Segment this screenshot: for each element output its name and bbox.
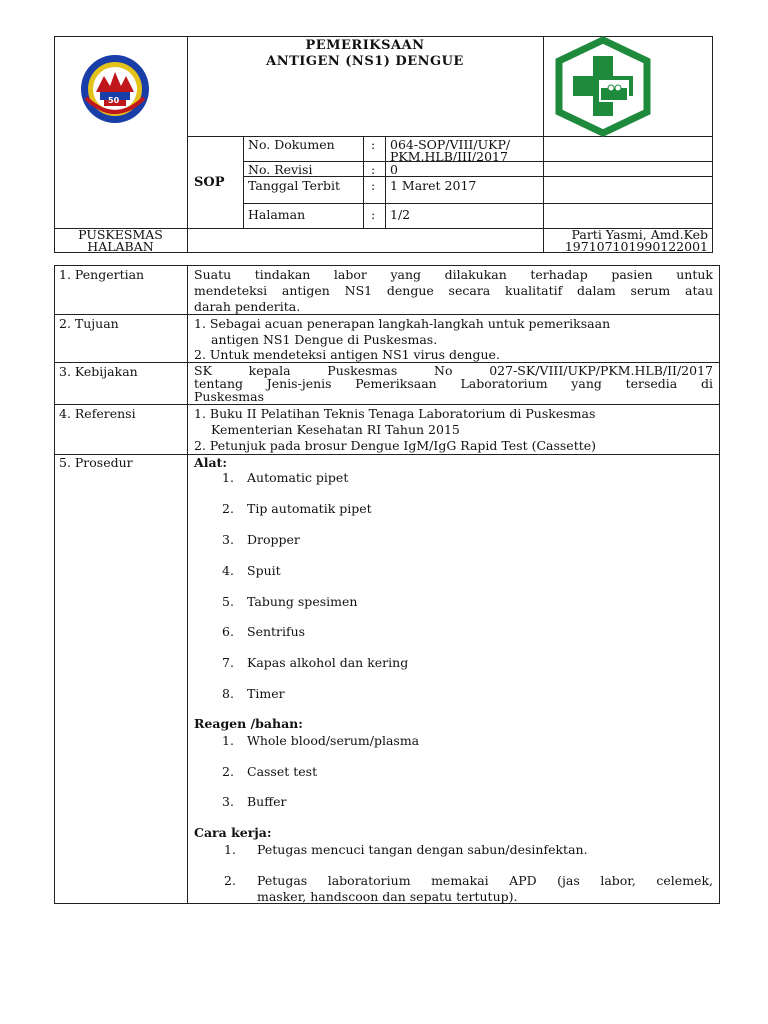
pengertian-text-line3: darah penderita. — [194, 299, 301, 314]
list-item: Tip automatik pipet — [247, 501, 372, 516]
list-item-number: 2. — [224, 873, 236, 888]
pengertian-text-line1: Suatu tindakan labor yang dilakukan terhadap pasien untuk — [194, 267, 713, 282]
section-label-referensi: 4. Referensi — [59, 406, 136, 421]
section-label-kebijakan: 3. Kebijakan — [59, 364, 138, 379]
list-item-number: 3. — [222, 532, 234, 547]
puskesmas-district-logo — [78, 52, 152, 126]
list-item: Buffer — [247, 794, 287, 809]
field-label-tanggal-terbit: Tanggal Terbit — [248, 178, 341, 193]
list-item: Automatic pipet — [247, 470, 349, 485]
list-item-number: 4. — [222, 563, 234, 578]
list-item: Spuit — [247, 563, 281, 578]
list-item-number: 6. — [222, 624, 234, 639]
list-item-number: 2. — [222, 764, 234, 779]
field-label-no-dokumen: No. Dokumen — [248, 137, 335, 152]
list-item-number: 8. — [222, 686, 234, 701]
sop-label: SOP — [194, 175, 225, 190]
tujuan-line2: antigen NS1 Dengue di Puskesmas. — [211, 332, 438, 347]
list-item-number: 3. — [222, 794, 234, 809]
field-sep: : — [371, 137, 376, 152]
list-item-number: 1. — [224, 842, 236, 857]
field-sep: : — [371, 162, 376, 177]
field-value-no-revisi: 0 — [390, 162, 398, 177]
list-item: Tabung spesimen — [247, 594, 358, 609]
field-value-no-dokumen-2: PKM.HLB/III/2017 — [390, 149, 508, 164]
field-value-tanggal-terbit: 1 Maret 2017 — [390, 178, 477, 193]
field-label-no-revisi: No. Revisi — [248, 162, 313, 177]
puskesmas-cross-logo — [549, 36, 657, 137]
kebijakan-line2: tentang Jenis-jenis Pemeriksaan Laboratorium yang tersedia di — [194, 376, 713, 391]
reagen-heading: Reagen /bahan: — [194, 716, 303, 731]
field-sep: : — [371, 207, 376, 222]
tujuan-line3: 2. Untuk mendeteksi antigen NS1 virus dengue. — [194, 347, 500, 362]
kebijakan-line3: Puskesmas — [194, 389, 264, 404]
field-value-halaman: 1/2 — [390, 207, 411, 222]
logo-number: 50 — [108, 96, 120, 105]
cara-kerja-step2-line1: Petugas laboratorium memakai APD (jas labor, celemek, — [257, 873, 713, 888]
referensi-line1: 1. Buku II Pelatihan Teknis Tenaga Laboratorium di Puskesmas — [194, 406, 596, 421]
field-label-halaman: Halaman — [248, 207, 306, 222]
document-title-line2: ANTIGEN (NS1) DENGUE — [266, 54, 464, 69]
org-name-line2: HALABAN — [87, 239, 154, 254]
section-label-prosedur: 5. Prosedur — [59, 455, 133, 470]
field-sep: : — [371, 178, 376, 193]
list-item: Casset test — [247, 764, 318, 779]
alat-heading: Alat: — [194, 455, 227, 470]
signer-name: Parti Yasmi, Amd.Keb — [571, 227, 708, 242]
referensi-line3: 2. Petunjuk pada brosur Dengue IgM/IgG Rapid Test (Cassette) — [194, 438, 597, 453]
referensi-line2: Kementerian Kesehatan RI Tahun 2015 — [211, 422, 460, 437]
tujuan-line1: 1. Sebagai acuan penerapan langkah-langkah untuk pemeriksaan — [194, 316, 611, 331]
list-item: Dropper — [247, 532, 300, 547]
list-item-number: 5. — [222, 594, 234, 609]
cara-kerja-step1: Petugas mencuci tangan dengan sabun/desinfektan. — [257, 842, 588, 857]
signer-nip: 197107101990122001 — [564, 239, 708, 254]
list-item: Kapas alkohol dan kering — [247, 655, 409, 670]
list-item: Timer — [247, 686, 285, 701]
list-item: Sentrifus — [247, 624, 306, 639]
section-label-tujuan: 2. Tujuan — [59, 316, 119, 331]
pengertian-text-line2: mendeteksi antigen NS1 dengue secara kualitatif dalam serum atau — [194, 283, 713, 298]
cara-kerja-heading: Cara kerja: — [194, 825, 272, 840]
list-item-number: 7. — [222, 655, 234, 670]
org-name-line1: PUSKESMAS — [78, 227, 163, 242]
list-item: Whole blood/serum/plasma — [247, 733, 420, 748]
kebijakan-line1: SK kepala Puskesmas No 027-SK/VIII/UKP/PKM.HLB/II/2017 — [194, 363, 713, 378]
cara-kerja-step2-line2: masker, handscoon dan sepatu tertutup). — [257, 889, 518, 904]
list-item-number: 1. — [222, 470, 234, 485]
list-item-number: 2. — [222, 501, 234, 516]
section-label-pengertian: 1. Pengertian — [59, 267, 145, 282]
field-value-no-dokumen: 064-SOP/VIII/UKP/ — [390, 137, 511, 152]
list-item-number: 1. — [222, 733, 234, 748]
document-title-line1: PEMERIKSAAN — [305, 38, 425, 53]
